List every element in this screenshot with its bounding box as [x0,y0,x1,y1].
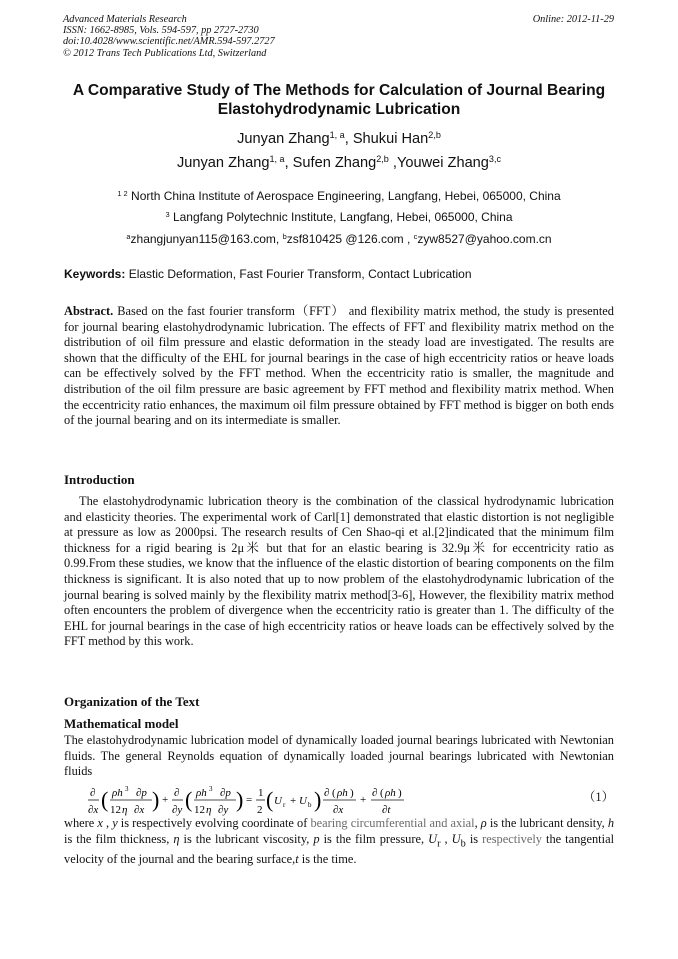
abstract [64,304,614,429]
svg-text:∂x: ∂x [134,804,145,816]
svg-text:): ) [398,787,402,799]
where-text: is [465,831,483,846]
where-text: is the film thickness, [64,831,174,846]
keywords-label: Keywords: [64,267,126,281]
svg-text:η: η [122,804,128,816]
journal-name: Advanced Materials Research [63,14,187,25]
svg-text:∂x: ∂x [333,804,344,816]
where-text-gray: respectively [482,831,542,846]
svg-text:1: 1 [258,787,264,799]
reynolds-equation [88,783,614,819]
where-text: , [474,816,481,830]
keywords-text: Elastic Deformation, Fast Fourier Transform, Contact Lubrication [125,267,472,281]
where-text: where [64,816,98,830]
svg-text:3: 3 [125,785,129,793]
author-sup: 3,c [488,154,501,165]
svg-text:12: 12 [110,804,121,816]
title-line-1: A Comparative Study of The Methods for Calculation of Journal Bearing [72,82,606,99]
svg-text:+: + [360,794,367,806]
abstract-text: Based on the fast fourier transform（FFT） and flexibility matrix method, the study is presented for journal bearing elastohydrodynamic lubrication. The effects of FFT and flexibility matrix method on the distribution of oil film pressure and elastic deformation in the steady load are investigated. The results are shown that the difficulty of the EHL for journal bearings in the case of high eccentricity ratios or heave loads can be effectively solved by the FFT method. When the eccentricity ratio is smaller, the magnitude and distribution of the oil film pressure are basic agreement by FFT method and flexibility matrix method. When the eccentricity ratio enhances, the maximum oil film pressure obtained by FFT method is bigger on both ends of the journal bearing and on its intermediate is smaller. [64,304,614,428]
issn-line: ISSN: 1662-8985, Vols. 594-597, pp 2727-2730 [63,25,259,37]
author-sup: 1, a [329,130,345,141]
where-text-gray: bearing circumferential and axial [310,816,475,830]
author-name: ,Youwei Zhang [388,155,489,171]
symbol-h: h [607,816,615,830]
paper-title [40,81,638,119]
author-name: Junyan Zhang [237,131,330,147]
affiliation-sup: 1 2 [117,188,128,198]
svg-text:∂t: ∂t [382,804,391,816]
abstract-label: Abstract. [64,304,114,318]
email-sup: a [126,231,131,241]
email-sup: b [282,231,287,241]
svg-text:(: ( [332,787,336,799]
where-text: the tangential velocity of the journal and the bearing surface, [64,831,615,866]
svg-text:∂: ∂ [90,787,96,799]
svg-text:(: ( [101,787,109,812]
svg-text:b: b [308,801,312,809]
svg-text:ρh: ρh [337,787,348,799]
svg-text:=: = [246,794,253,806]
svg-text:∂y: ∂y [172,804,183,816]
author-name: , Sufen Zhang [284,155,377,171]
math-model-heading: Mathematical model [64,716,179,731]
email-a: zhangjunyan115@163.com, [130,232,283,246]
symbol-p: p [313,831,320,846]
svg-text:): ) [152,787,160,812]
svg-text:ρh: ρh [112,787,123,799]
svg-text:∂y: ∂y [218,804,229,816]
symbol-t: t [295,851,299,866]
svg-text:U: U [274,795,282,807]
author-name: Junyan Zhang [176,155,270,171]
where-text: is the film pressure, [319,831,429,846]
equation-number: （1） [583,790,614,804]
symbol-ub: U [451,831,461,846]
where-text: , [440,831,452,846]
symbol-ur-sub: r [437,838,441,850]
svg-text:∂x: ∂x [88,804,99,816]
where-text: is respectively evolving coordinate of [117,816,311,830]
where-text: is the lubricant viscosity, [179,831,314,846]
svg-text:+: + [290,795,297,807]
symbol-rho: ρ [480,816,487,830]
author-name: , Shukui Han [344,131,429,147]
svg-text:(: ( [185,787,193,812]
affiliation-sup: 3 [165,209,170,219]
author-sup: 1, a [269,154,285,165]
svg-text:12: 12 [194,804,205,816]
svg-text:∂p: ∂p [136,787,147,799]
svg-text:): ) [314,787,322,812]
symbol-y: y [112,816,118,830]
intro-paragraph: The elastohydrodynamic lubrication theory is the combination of the classical hydrodynamic lubrication and elasticity theories. The experimental work of Carl[1] demonstrated that elastic distortion is not negligible at pressure as low as 2000psi. The research results of Cen Shao-qi et al.[2]indicated that the minimum film thickness for a rigid bearing is 2μ米 but that for an elastic bearing is 32.9μ米 for eccentricity ratio as 0.99.From these studies, we know that the influence of the elastic distortion of bearing components on the film thickness is significant. It is also noted that up to now problem of the elastohydrodynamic lubrication of the journal bearing is solved mainly by the flexibility matrix method[3-6], However, the flexibility matrix method often encounters the problem of divergence when the eccentricity ratio is greater than 1. The difficulty of the EHL for journal bearings in the case of high eccentricity ratios or heave loads can be effectively solved by the FFT method by this work. [64,494,614,649]
svg-text:r: r [283,801,286,809]
svg-text:U: U [299,795,307,807]
svg-text:∂: ∂ [324,787,330,799]
svg-text:+: + [162,794,169,806]
author-line-2 [40,153,638,173]
affiliation-1 [40,189,638,203]
author-sup: 2,b [428,130,441,141]
symbol-ur: U [428,831,438,846]
online-date: Online: 2012-11-29 [532,14,614,25]
keywords [64,267,472,281]
svg-text:ρh: ρh [385,787,396,799]
doi-line: doi:10.4028/www.scientific.net/AMR.594-597.2727 [63,36,275,48]
author-sup: 2,b [376,154,389,165]
affiliation-2 [40,210,638,224]
where-text: , [102,816,113,830]
svg-text:(: ( [266,787,274,812]
svg-text:): ) [236,787,244,812]
where-text: is the time. [298,851,357,866]
journal-header [63,14,275,59]
svg-text:): ) [350,787,354,799]
affiliation-text: North China Institute of Aerospace Engineering, Langfang, Hebei, 065000, China [127,189,561,203]
svg-text:∂p: ∂p [220,787,231,799]
symbol-ub-sub: b [460,838,466,850]
intro-heading: Introduction [64,472,135,487]
svg-text:∂: ∂ [174,787,180,799]
affiliation-text: Langfang Polytechnic Institute, Langfang, Hebei, 065000, China [169,210,513,224]
organization-heading: Organization of the Text [64,694,200,709]
svg-text:2: 2 [257,804,263,816]
svg-text:ρh: ρh [196,787,207,799]
symbol-eta: η [173,831,180,846]
svg-text:(: ( [380,787,384,799]
svg-text:η: η [206,804,212,816]
svg-text:∂: ∂ [372,787,378,799]
email-line [40,232,638,246]
email-sup: c [413,231,418,241]
math-model-paragraph: The elastohydrodynamic lubrication model of dynamically loaded journal bearings lubricated with Newtonian fluids. The general Reynolds equation of dynamically loaded journal bearings lubricated with Newtonian fluids [64,733,614,779]
email-c: zyw8527@yahoo.com.cn [417,232,552,246]
where-text: is the lubricant density, [486,816,608,830]
copyright-line: © 2012 Trans Tech Publications Ltd, Switzerland [63,47,267,59]
where-paragraph [64,816,614,867]
svg-text:3: 3 [209,785,213,793]
email-b: zsf810425 @126.com , [286,232,414,246]
symbol-x: x [97,816,103,830]
author-line-1 [40,129,638,149]
title-line-2: Elastohydrodynamic Lubrication [217,101,461,118]
